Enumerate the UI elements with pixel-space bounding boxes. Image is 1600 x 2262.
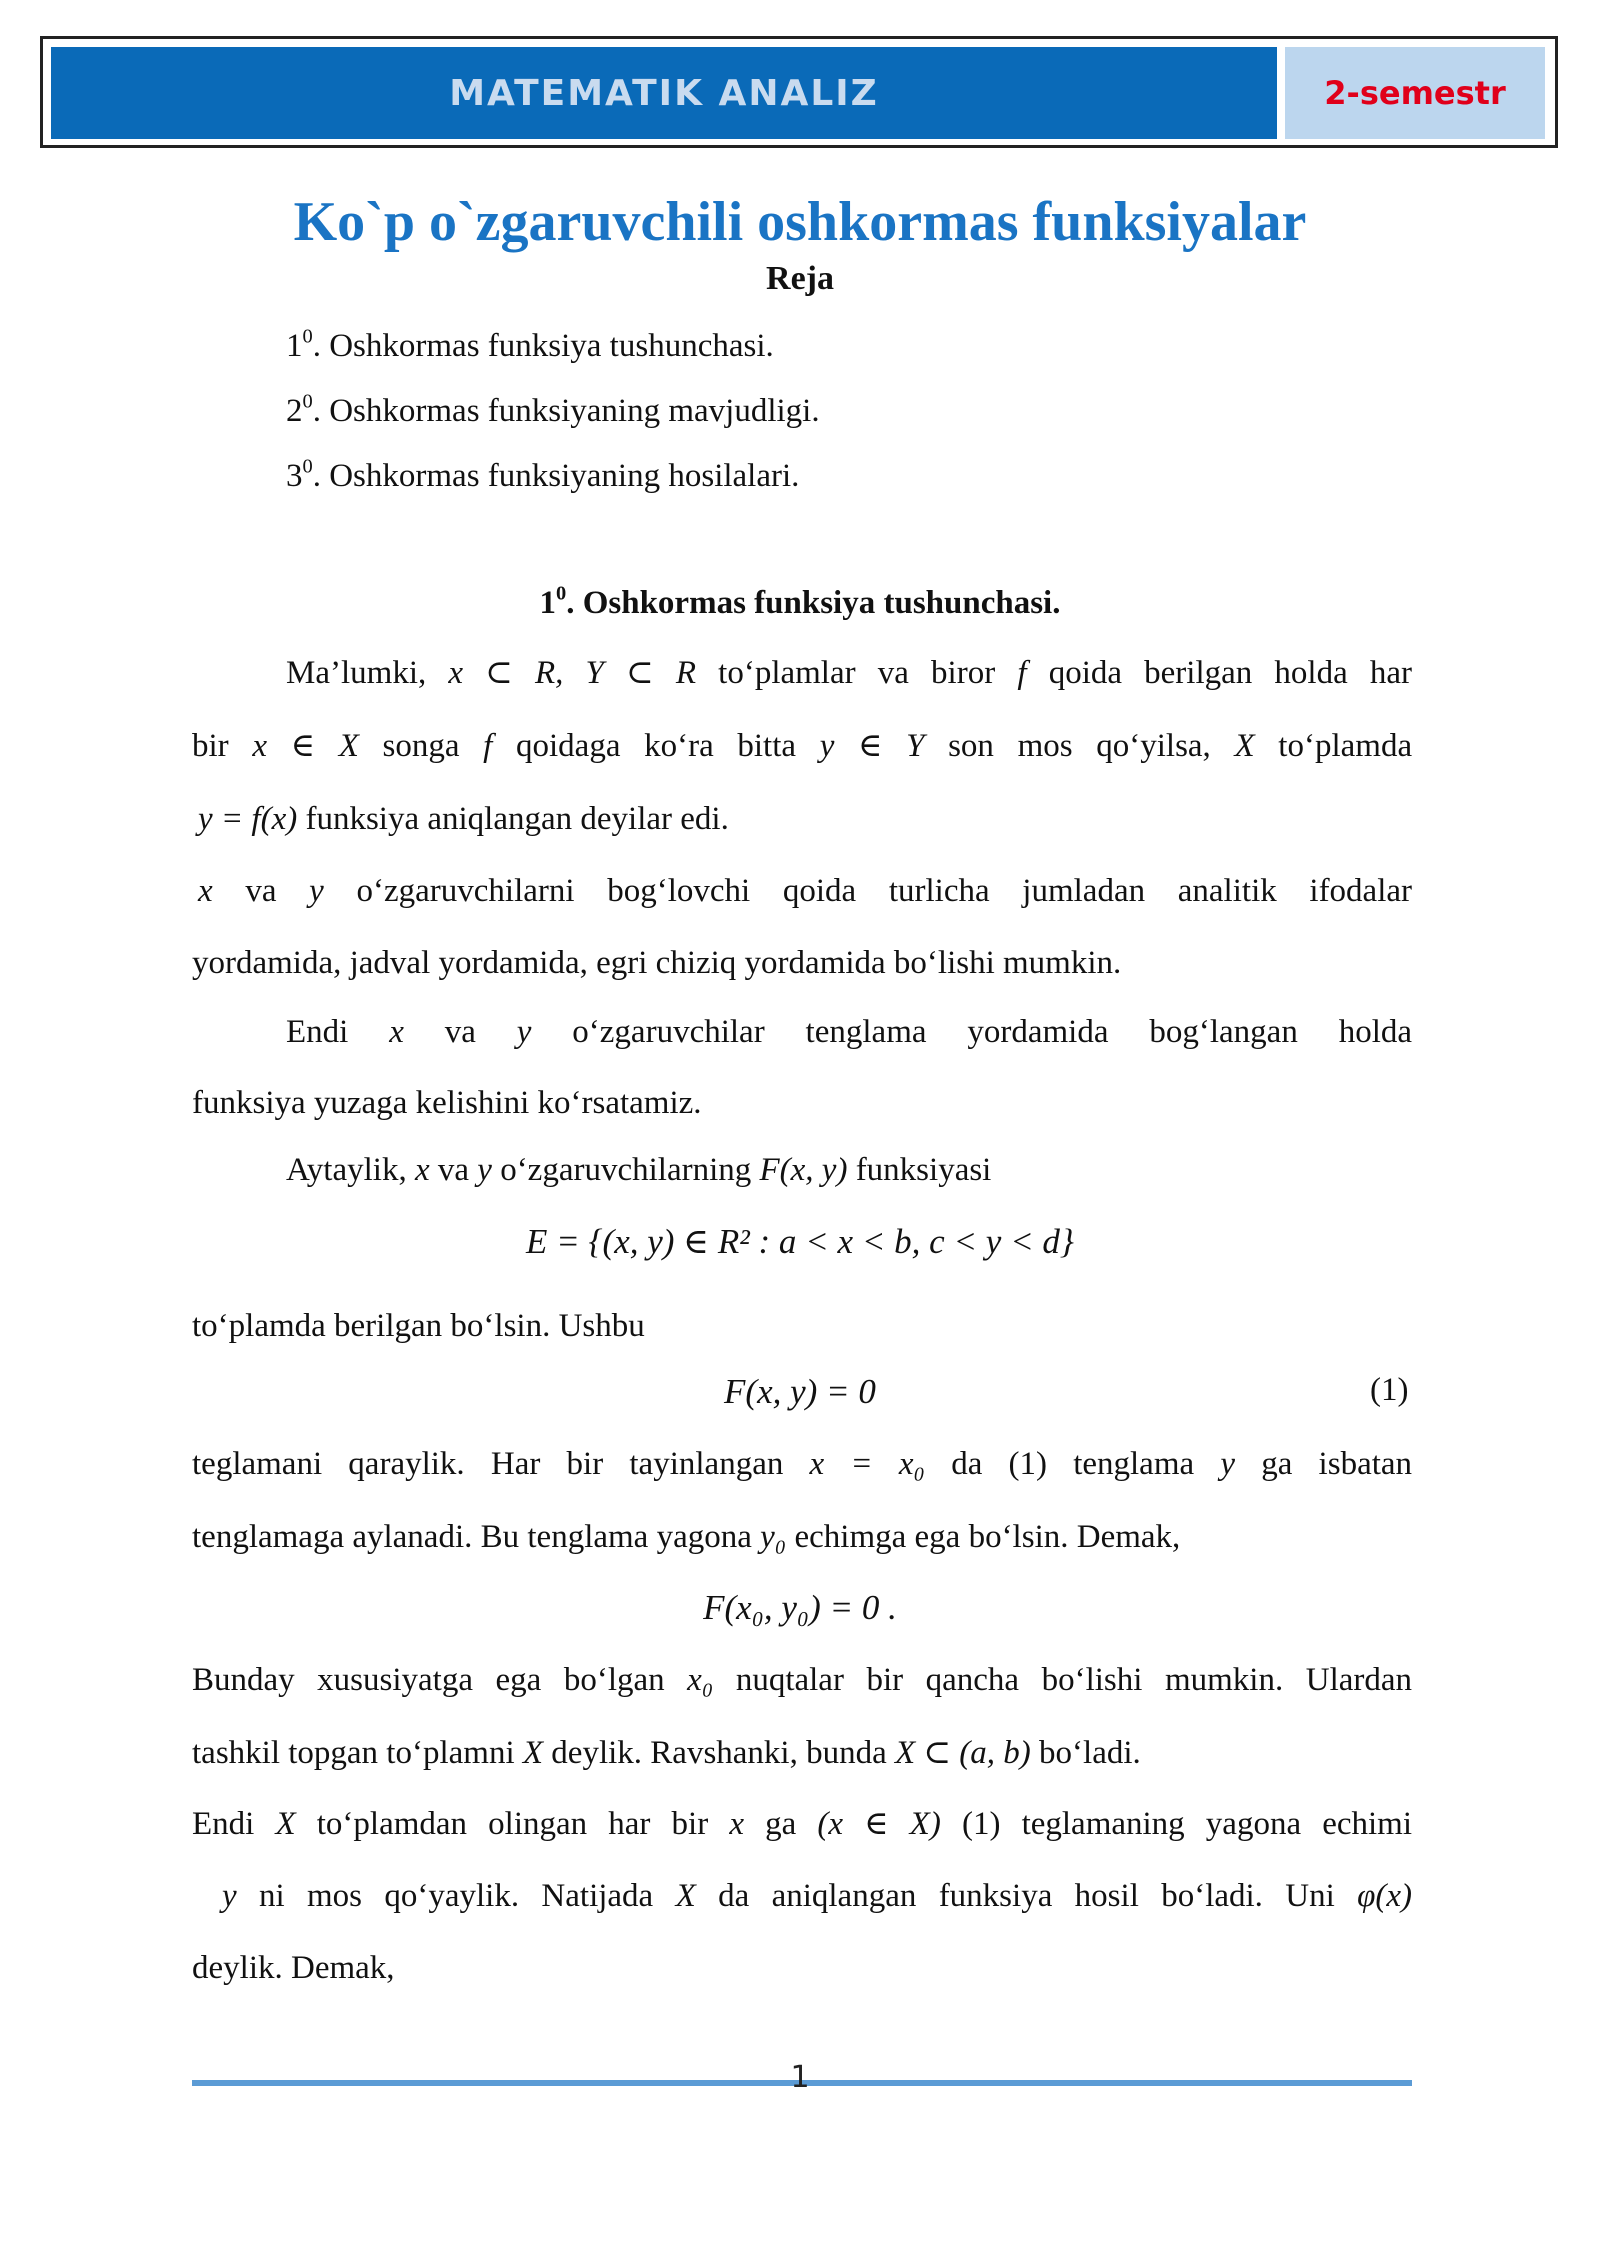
paragraph-line-10: teglamani qaraylik. Har bir tayinlangan x = x₀ da (1) tenglama y ga isbatan <box>192 1446 1413 1482</box>
plan-item-3: $3^0$. Oshkormas funksiyaning hosilalari. <box>286 455 800 494</box>
plan-item-1: $1^0$. Oshkormas funksiya tushunchasi. <box>286 325 774 364</box>
semester-label: 2-semestr <box>1324 74 1506 112</box>
course-title: MATEMATIK ANALIZ <box>449 72 879 114</box>
set-E-equation: E = {(x, y) ∈ R² : a < x < b, c < y < d} <box>526 1222 1074 1261</box>
paragraph-line-14: Endi X to‘plamdan olingan har bir x ga (x ∈ X) (1) teglamaning yagona echimi <box>192 1806 1413 1842</box>
paragraph-line-4: x va y o‘zgaruvchilarni bog‘lovchi qoida turlicha jumladan analitik ifodalar <box>198 873 1413 909</box>
plan-heading: Reja <box>766 260 834 297</box>
document-title: Ko`p o`zgaruvchili oshkormas funksiyalar <box>293 191 1307 253</box>
paragraph-line-12: Bunday xususiyatga ega bo‘lgan x₀ nuqtalar bir qancha bo‘lishi mumkin. Ulardan <box>192 1662 1413 1698</box>
page-number: 1 <box>790 2060 810 2095</box>
semester-banner <box>1285 47 1545 139</box>
paragraph-line-5: yordamida, jadval yordamida, egri chiziq yordamida bo‘lishi mumkin. <box>192 945 1122 981</box>
paragraph-line-15: y ni mos qo‘yaylik. Natijada X da aniqlangan funksiya hosil bo‘ladi. Uni φ(x) <box>222 1878 1412 1914</box>
page-header <box>40 36 1558 148</box>
paragraph-line-3: y = f(x) funksiya aniqlangan deyilar edi. <box>198 801 729 837</box>
paragraph-line-7: funksiya yuzaga kelishini ko‘rsatamiz. <box>192 1085 702 1121</box>
paragraph-line-11: tenglamaga aylanadi. Bu tenglama yagona y₀ echimga ega bo‘lsin. Demak, <box>192 1519 1181 1555</box>
paragraph-line-1: Ma’lumki, x ⊂ R, Y ⊂ R to‘plamlar va biror f qoida berilgan holda har <box>286 655 1413 691</box>
paragraph-line-6: Endi x va y o‘zgaruvchilar tenglama yordamida bog‘langan holda <box>286 1014 1413 1050</box>
paragraph-line-2: bir x ∈ X songa f qoidaga ko‘ra bitta y ∈ Y son mos qo‘yilsa, X to‘plamda <box>192 728 1413 764</box>
paragraph-line-16: deylik. Demak, <box>192 1950 395 1986</box>
paragraph-line-9: to‘plamda berilgan bo‘lsin. Ushbu <box>192 1308 645 1344</box>
section-heading: $1^0$. Oshkormas funksiya tushunchasi. <box>539 582 1061 621</box>
equation-1-number: (1) <box>1370 1372 1409 1408</box>
plan-item-2: $2^0$. Oshkormas funksiyaning mavjudligi. <box>286 390 820 429</box>
paragraph-line-13: tashkil topgan to‘plamni X deylik. Ravshanki, bunda X ⊂ (a, b) bo‘ladi. <box>192 1735 1141 1771</box>
course-title-banner <box>51 47 1277 139</box>
equation-1: F(x, y) = 0 <box>724 1372 876 1411</box>
paragraph-line-8: Aytaylik, x va y o‘zgaruvchilarning F(x, y) funksiyasi <box>286 1152 992 1188</box>
equation-2: F(x₀, y₀) = 0 . <box>703 1588 897 1627</box>
